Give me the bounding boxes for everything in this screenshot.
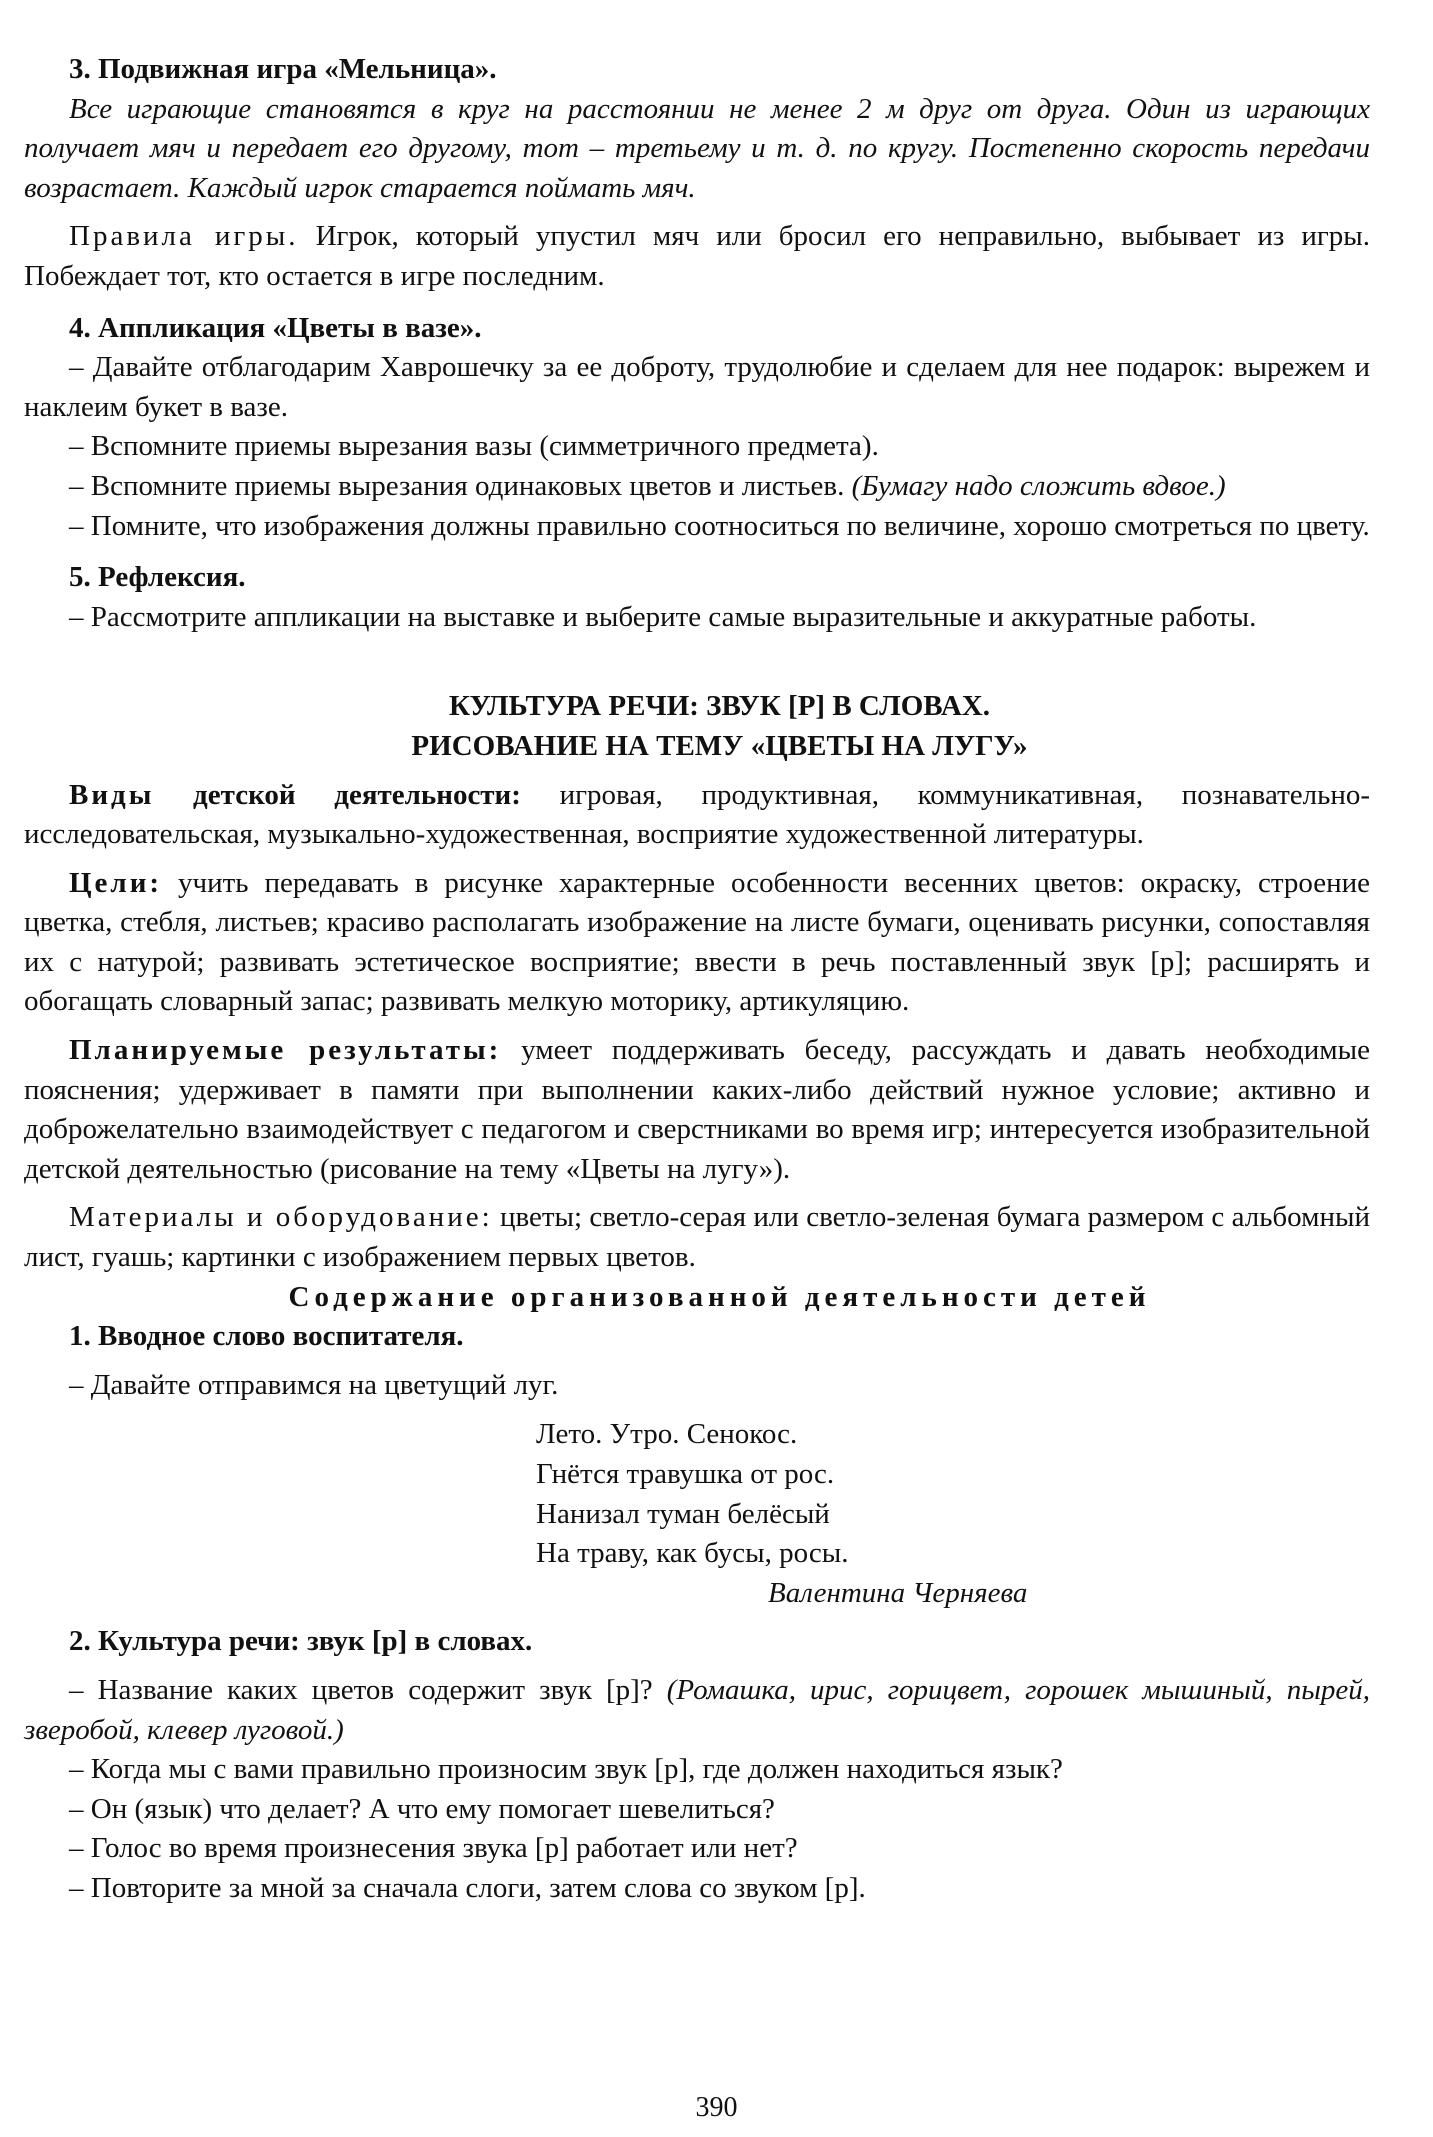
lesson-title-line-1: КУЛЬТУРА РЕЧИ: ЗВУК [Р] В СЛОВАХ. — [449, 690, 990, 723]
rules-text: Игрок, который упустил мяч или бросил его неправильно, выбывает из игры. Побеждает тот, кто остается в игре последним. — [24, 220, 1370, 292]
rules-label: Правила игры. — [69, 220, 299, 253]
poem-line: На траву, как бусы, росы. — [536, 1537, 849, 1570]
applique-line-3 — [24, 467, 1370, 507]
results-text: умеет поддерживать беседу, рассуждать и давать необходимые пояснения; удерживает в памяти при выполнении каких-либо действий нужное условие; активно и доброжелательно взаимодействует с педагогом и сверстниками во время игр; интересуется изобразительной детской деятельностью (рисование на тему «Цветы на лугу»). — [24, 1034, 1370, 1185]
speech-line-1-text: – Название каких цветов содержит звук [р]? — [69, 1673, 667, 1706]
activities-label: Виды — [69, 778, 155, 811]
poem — [536, 1415, 1370, 1573]
applique-line-3-text: – Вспомните приемы вырезания одинаковых цветов и листьев. — [69, 469, 852, 502]
applique-line-3-note: (Бумагу надо сложить вдвое.) — [851, 469, 1226, 502]
materials-text: цветы; светло-серая или светло-зеленая бумага размером с альбомный лист, гуашь; картинки с изображением первых цветов. — [24, 1201, 1370, 1274]
game-description: Все играющие становятся в круг на расстоянии не менее 2 м друг от друга. Один из играющих получает мяч и передает его другому, тот – третьему и т. д. по кругу. Постепенно скорость передачи возрастает. Каждый игрок старается поймать мяч. — [24, 92, 1370, 204]
reflection-line-1: – Рассмотрите аппликации на выставке и выберите самые выразительные и аккуратные работы. — [69, 600, 1257, 633]
game-rules — [24, 217, 1370, 296]
speech-line-3: – Он (язык) что делает? А что ему помогает шевелиться? — [69, 1792, 775, 1825]
results-label: Планируемые результаты: — [69, 1034, 502, 1067]
section-heading-applique: 4. Аппликация «Цветы в вазе». — [69, 311, 482, 344]
lesson-results — [24, 1031, 1370, 1189]
document-page — [24, 50, 1370, 1909]
applique-line-4: – Помните, что изображения должны правильно соотноситься по величине, хорошо смотреться по цвету. — [69, 509, 1370, 542]
section-heading-reflection: 5. Рефлексия. — [69, 561, 246, 594]
lesson-goals — [24, 864, 1370, 1022]
applique-line-1: – Давайте отблагодарим Хаврошечку за ее доброту, трудолюбие и сделаем для нее подарок: вырежем и наклеим букет в вазе. — [24, 351, 1370, 423]
materials-label: Материалы и оборудование: — [69, 1201, 493, 1234]
poem-line: Гнётся травушка от рос. — [536, 1458, 835, 1490]
section-heading-speech: 2. Культура речи: звук [р] в словах. — [69, 1625, 533, 1658]
intro-line-1: – Давайте отправимся на цветущий луг. — [69, 1368, 559, 1401]
activities-label-rest: детской деятельности: — [154, 778, 521, 811]
content-heading: Содержание организованной деятельности детей — [288, 1280, 1151, 1313]
speech-line-5: – Повторите за мной за сначала слоги, затем слова со звуком [р]. — [69, 1871, 866, 1904]
section-spacer — [24, 637, 1370, 687]
speech-line-1-answer: (Ромашка, ирис, горицвет, горошек мышиный, пырей, зверобой, клевер луговой.) — [24, 1673, 1370, 1746]
goals-label: Цели: — [69, 866, 163, 899]
lesson-title-line-2: РИСОВАНИЕ НА ТЕМУ «ЦВЕТЫ НА ЛУГУ» — [411, 729, 1028, 762]
speech-line-2: – Когда мы с вами правильно произносим звук [р], где должен находиться язык? — [69, 1753, 1063, 1786]
poem-line: Нанизал туман белёсый — [536, 1497, 830, 1530]
poem-author: Валентина Черняева — [768, 1576, 1028, 1609]
activities-text: игровая, продуктивная, коммуникативная, познавательно-исследовательская, музыкально-художественная, восприятие художественной литературы. — [24, 778, 1371, 851]
speech-line-4: – Голос во время произнесения звука [р] работает или нет? — [69, 1832, 798, 1865]
poem-line: Лето. Утро. Сенокос. — [536, 1418, 798, 1451]
speech-line-1 — [24, 1671, 1370, 1750]
lesson-activities — [24, 776, 1370, 855]
section-heading-intro: 1. Вводное слово воспитателя. — [69, 1320, 464, 1353]
lesson-materials — [24, 1198, 1370, 1277]
goals-text: учить передавать в рисунке характерные особенности весенних цветов: окраску, строение цветка, стебля, листьев; красиво располагать изображение на листе бумаги, оценивать рисунки, сопоставляя их с натурой; развивать эстетическое восприятие; ввести в речь поставленный звук [р]; расширять и обогащать словарный запас; развивать мелкую моторику, артикуляцию. — [24, 866, 1370, 1018]
section-heading-game: 3. Подвижная игра «Мельница». — [69, 53, 497, 85]
page-number: 390 — [695, 2092, 738, 2123]
applique-line-2: – Вспомните приемы вырезания вазы (симметричного предмета). — [69, 430, 879, 463]
